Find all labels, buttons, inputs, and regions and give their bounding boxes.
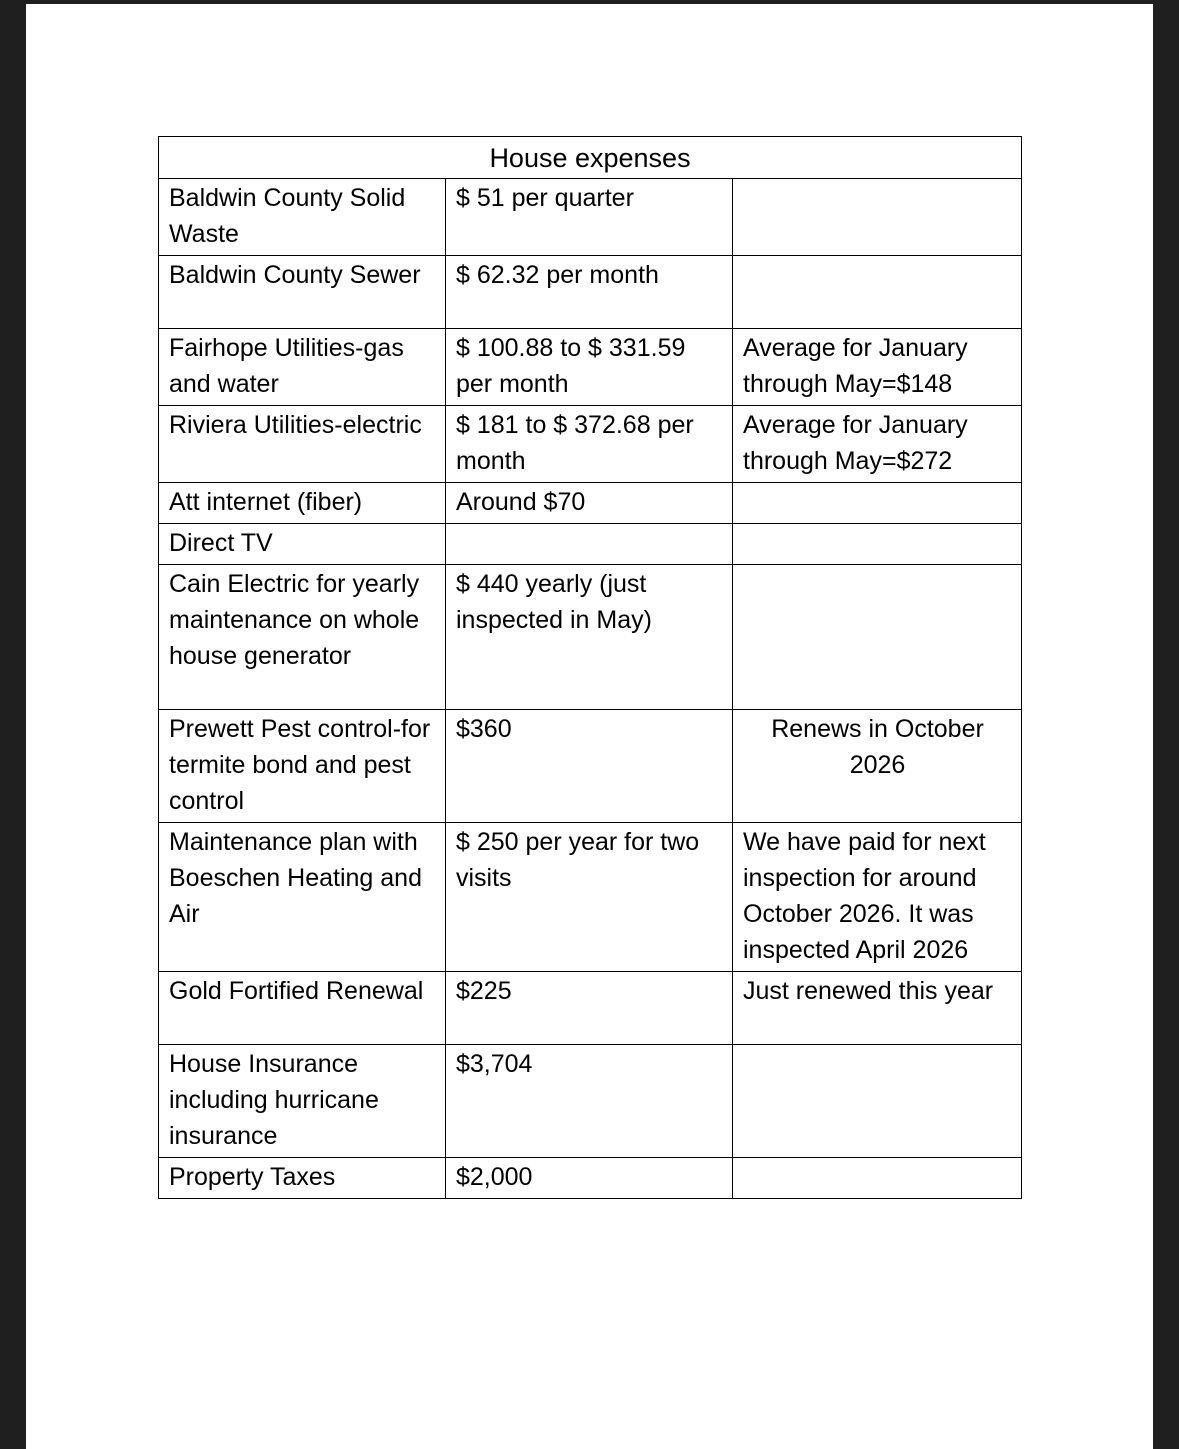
table-row bbox=[159, 256, 1022, 329]
expense-cost bbox=[446, 524, 733, 565]
expense-name: Direct TV bbox=[159, 524, 446, 565]
table-row bbox=[159, 1045, 1022, 1158]
expense-name: Baldwin County Solid Waste bbox=[159, 179, 446, 256]
expense-name: Maintenance plan with Boeschen Heating and Air bbox=[159, 823, 446, 972]
expense-note bbox=[733, 483, 1022, 524]
expense-note bbox=[733, 1158, 1022, 1199]
expense-cost: $ 100.88 to $ 331.59 per month bbox=[446, 329, 733, 406]
table-row bbox=[159, 565, 1022, 710]
table-row bbox=[159, 524, 1022, 565]
expense-name: Prewett Pest control-for termite bond and pest control bbox=[159, 710, 446, 823]
expense-note bbox=[733, 179, 1022, 256]
expense-note: Average for January through May=$148 bbox=[733, 329, 1022, 406]
expense-cost: $360 bbox=[446, 710, 733, 823]
table-title-row bbox=[159, 137, 1022, 179]
table-row bbox=[159, 972, 1022, 1045]
expense-cost: $225 bbox=[446, 972, 733, 1045]
expense-note: Just renewed this year bbox=[733, 972, 1022, 1045]
table-row bbox=[159, 179, 1022, 256]
expense-note bbox=[733, 256, 1022, 329]
expense-cost: $ 440 yearly (just inspected in May) bbox=[446, 565, 733, 710]
table-row bbox=[159, 406, 1022, 483]
house-expenses-table bbox=[158, 136, 1022, 1199]
expense-note bbox=[733, 524, 1022, 565]
expense-name: Att internet (fiber) bbox=[159, 483, 446, 524]
expense-note bbox=[733, 565, 1022, 710]
expense-cost: $ 250 per year for two visits bbox=[446, 823, 733, 972]
table-row bbox=[159, 329, 1022, 406]
expense-name: Fairhope Utilities-gas and water bbox=[159, 329, 446, 406]
expense-note: Average for January through May=$272 bbox=[733, 406, 1022, 483]
table-row bbox=[159, 710, 1022, 823]
expense-name: Riviera Utilities-electric bbox=[159, 406, 446, 483]
expense-cost: $ 62.32 per month bbox=[446, 256, 733, 329]
expense-cost: $ 51 per quarter bbox=[446, 179, 733, 256]
document-page bbox=[26, 4, 1153, 1449]
table-row bbox=[159, 823, 1022, 972]
expense-name: House Insurance including hurricane insurance bbox=[159, 1045, 446, 1158]
expense-cost: Around $70 bbox=[446, 483, 733, 524]
expense-cost: $3,704 bbox=[446, 1045, 733, 1158]
expense-name: Baldwin County Sewer bbox=[159, 256, 446, 329]
expense-name: Cain Electric for yearly maintenance on whole house generator bbox=[159, 565, 446, 710]
expense-cost: $2,000 bbox=[446, 1158, 733, 1199]
expense-note: Renews in October 2026 bbox=[733, 710, 1022, 823]
table-title: House expenses bbox=[159, 137, 1022, 179]
expense-name: Property Taxes bbox=[159, 1158, 446, 1199]
expense-note: We have paid for next inspection for around October 2026. It was inspected April 2026 bbox=[733, 823, 1022, 972]
table-row bbox=[159, 1158, 1022, 1199]
table-row bbox=[159, 483, 1022, 524]
expense-cost: $ 181 to $ 372.68 per month bbox=[446, 406, 733, 483]
expense-note bbox=[733, 1045, 1022, 1158]
expense-name: Gold Fortified Renewal bbox=[159, 972, 446, 1045]
